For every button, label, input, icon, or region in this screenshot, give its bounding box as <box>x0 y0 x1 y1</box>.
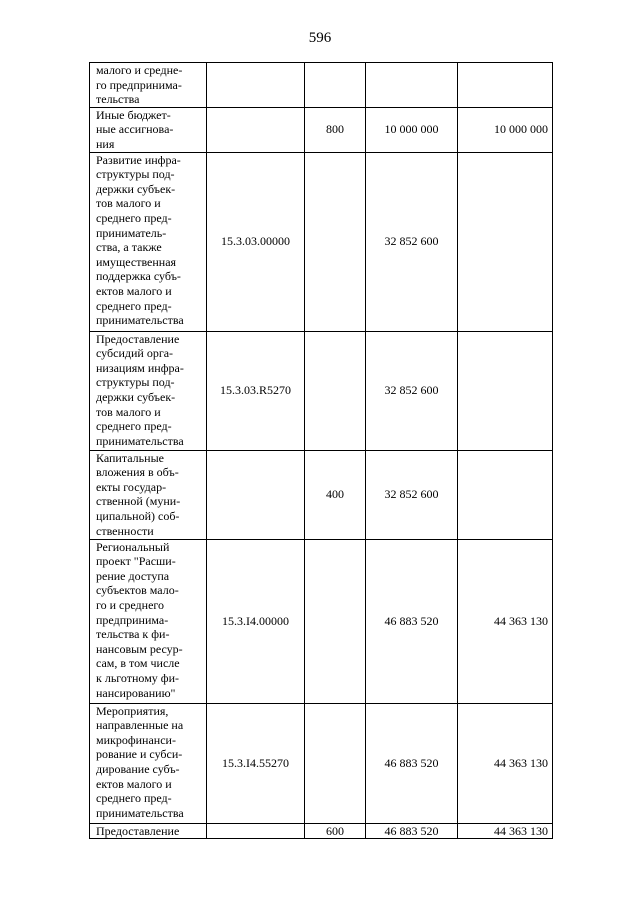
name-line: среднего пред- <box>96 210 172 225</box>
table-row <box>90 823 553 839</box>
name-line: малого и средне- <box>96 63 183 77</box>
name-line: сам, в том числе <box>96 656 180 671</box>
cell-code: 15.3.I4.55270 <box>207 703 305 823</box>
cell-amount-2 <box>458 63 553 108</box>
name-line: Предоставление <box>96 331 180 346</box>
cell-amount-1: 46 883 520 <box>366 539 458 703</box>
name-line: тов малого и <box>96 404 161 419</box>
name-line: среднего пред- <box>96 791 172 806</box>
table-row <box>90 539 553 703</box>
name-line: микрофинанси- <box>96 732 176 747</box>
cell-expense-type <box>305 331 366 450</box>
cell-code <box>207 450 305 539</box>
cell-amount-2 <box>458 450 553 539</box>
cell-name <box>90 703 207 823</box>
name-line: вложения в объ- <box>96 465 179 480</box>
name-line: направленные на <box>96 718 184 733</box>
name-line: нансовым ресур- <box>96 641 183 656</box>
name-line: Региональный <box>96 539 170 554</box>
name-line: имущественная <box>96 254 177 269</box>
table-row <box>90 152 553 331</box>
cell-amount-1: 32 852 600 <box>366 450 458 539</box>
cell-amount-2: 44 363 130 <box>458 703 553 823</box>
name-line: поддержка субъ- <box>96 269 181 284</box>
cell-expense-type: 800 <box>305 107 366 152</box>
cell-name <box>90 539 207 703</box>
cell-expense-type <box>305 63 366 108</box>
name-line: субъектов мало- <box>96 583 179 598</box>
name-line: держки субъек- <box>96 389 176 404</box>
name-line: го предпринима- <box>96 77 182 92</box>
cell-name <box>90 152 207 331</box>
name-line: принимательства <box>96 805 184 820</box>
cell-name <box>90 63 207 108</box>
cell-code: 15.3.I4.00000 <box>207 539 305 703</box>
name-line: ственности <box>96 523 154 538</box>
name-line: Иные бюджет- <box>96 107 171 122</box>
cell-amount-1: 32 852 600 <box>366 331 458 450</box>
cell-amount-1: 46 883 520 <box>366 703 458 823</box>
name-line: низациям инфра- <box>96 360 184 375</box>
cell-code <box>207 823 305 839</box>
cell-amount-2: 44 363 130 <box>458 823 553 839</box>
name-line: принимательства <box>96 433 184 448</box>
name-line: ства, а также <box>96 240 162 255</box>
cell-amount-2 <box>458 331 553 450</box>
cell-expense-type: 600 <box>305 823 366 839</box>
name-line: тельства к фи- <box>96 627 170 642</box>
table-row <box>90 63 553 108</box>
name-line: дирование субъ- <box>96 761 180 776</box>
name-line: субсидий орга- <box>96 346 174 361</box>
name-line: рение доступа <box>96 568 170 583</box>
name-line: к льготному фи- <box>96 670 179 685</box>
cell-expense-type <box>305 539 366 703</box>
name-line: Предоставление <box>96 823 180 838</box>
name-line: тов малого и <box>96 196 161 211</box>
name-line: приниматель- <box>96 225 167 240</box>
name-line: принимательства <box>96 313 184 328</box>
name-line: Развитие инфра- <box>96 152 181 167</box>
table-row <box>90 703 553 823</box>
cell-amount-2: 44 363 130 <box>458 539 553 703</box>
cell-name <box>90 450 207 539</box>
table-row <box>90 331 553 450</box>
cell-name <box>90 823 207 839</box>
cell-name <box>90 107 207 152</box>
name-line: структуры под- <box>96 167 175 182</box>
cell-amount-1: 46 883 520 <box>366 823 458 839</box>
table-row <box>90 107 553 152</box>
name-line: среднего пред- <box>96 419 172 434</box>
name-line: ственной (муни- <box>96 494 181 509</box>
name-line: ные ассигнова- <box>96 122 174 137</box>
budget-table <box>89 62 553 839</box>
name-line: ектов малого и <box>96 776 172 791</box>
cell-amount-1 <box>366 63 458 108</box>
name-line: нансированию" <box>96 685 176 700</box>
cell-code: 15.3.03.00000 <box>207 152 305 331</box>
name-line: тельства <box>96 92 140 107</box>
name-line: ектов малого и <box>96 283 172 298</box>
cell-expense-type <box>305 152 366 331</box>
cell-code <box>207 63 305 108</box>
name-line: го и среднего <box>96 597 165 612</box>
name-line: держки субъек- <box>96 181 176 196</box>
name-line: ципальной) соб- <box>96 508 180 523</box>
cell-expense-type: 400 <box>305 450 366 539</box>
cell-amount-2: 10 000 000 <box>458 107 553 152</box>
budget-table-body <box>90 63 553 839</box>
name-line: структуры под- <box>96 375 175 390</box>
cell-code: 15.3.03.R5270 <box>207 331 305 450</box>
page-number: 596 <box>308 30 332 46</box>
name-line: предпринима- <box>96 612 169 627</box>
name-line: екты государ- <box>96 479 167 494</box>
name-line: рование и субси- <box>96 747 183 762</box>
name-line: Мероприятия, <box>96 703 169 718</box>
cell-name <box>90 331 207 450</box>
cell-code <box>207 107 305 152</box>
cell-expense-type <box>305 703 366 823</box>
name-line: Капитальные <box>96 450 164 465</box>
cell-amount-2 <box>458 152 553 331</box>
cell-amount-1: 10 000 000 <box>366 107 458 152</box>
cell-amount-1: 32 852 600 <box>366 152 458 331</box>
name-line: ния <box>96 136 115 151</box>
name-line: среднего пред- <box>96 298 172 313</box>
name-line: проект "Расши- <box>96 554 176 569</box>
table-row <box>90 450 553 539</box>
